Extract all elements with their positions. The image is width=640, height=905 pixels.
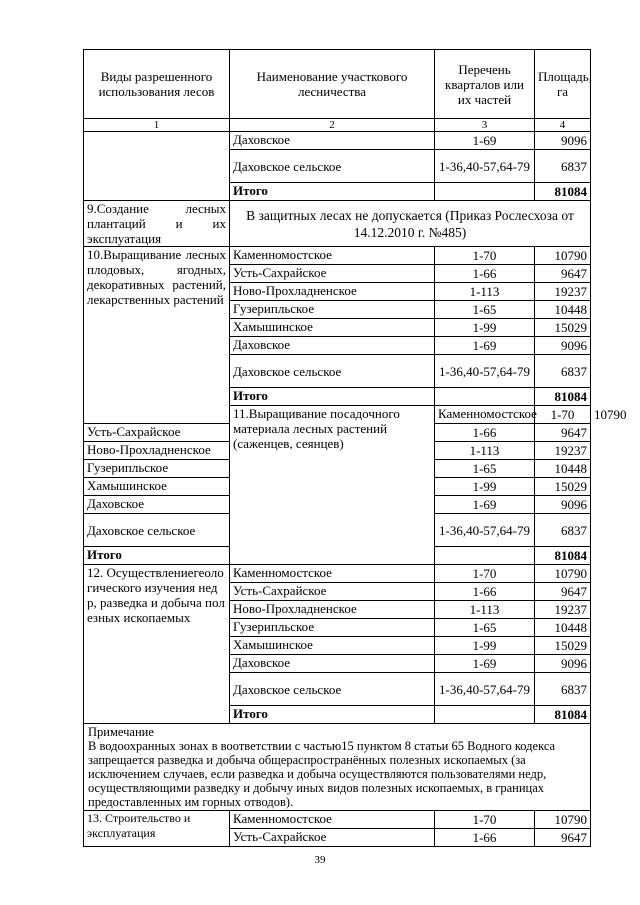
forestry-name: Усть-Сахрайское <box>84 424 230 442</box>
area-cell: 15029 <box>535 478 591 496</box>
forestry-name: Каменномостское <box>435 406 535 424</box>
forestry-name: Каменномостское <box>230 247 435 265</box>
forestry-name: Каменномостское <box>230 811 435 829</box>
total-area: 81084 <box>535 706 591 724</box>
total-label: Итого <box>84 547 230 565</box>
area-cell: 10790 <box>535 247 591 265</box>
total-area: 81084 <box>535 547 591 565</box>
use-type-cell: 10.Выращивание лесных плодовых, ягодных, декоративных растений, лекарственных растений <box>84 247 230 424</box>
forestry-name: Ново-Прохладненское <box>230 283 435 301</box>
forestry-name: Ново-Прохладненское <box>230 601 435 619</box>
total-label: Итого <box>230 706 435 724</box>
forestry-name: Даховское сельское <box>230 673 435 706</box>
forestry-name: Хамышинское <box>230 637 435 655</box>
column-number-row <box>84 119 591 132</box>
quarters-cell: 1-66 <box>435 829 535 847</box>
area-cell: 9096 <box>535 496 591 514</box>
page-number: 39 <box>314 854 326 866</box>
total-area: 81084 <box>535 388 591 406</box>
column-number: 1 <box>84 119 230 132</box>
quarters-cell <box>435 183 535 201</box>
quarters-cell <box>435 547 535 565</box>
area-cell: 9647 <box>535 583 591 601</box>
quarters-cell: 1-99 <box>435 478 535 496</box>
area-cell: 9096 <box>535 132 591 150</box>
forestry-name: Даховское сельское <box>230 150 435 183</box>
forestry-name: Гузерипльское <box>84 460 230 478</box>
quarters-cell: 1-99 <box>435 637 535 655</box>
quarters-cell: 1-66 <box>435 583 535 601</box>
forestry-name: Каменномостское <box>230 565 435 583</box>
table-row <box>84 247 591 265</box>
quarters-cell: 1-70 <box>435 565 535 583</box>
area-cell: 10790 <box>535 811 591 829</box>
area-cell: 19237 <box>535 442 591 460</box>
quarters-cell: 1-113 <box>435 601 535 619</box>
quarters-cell: 1-99 <box>435 319 535 337</box>
total-label: Итого <box>230 183 435 201</box>
area-cell: 10448 <box>535 301 591 319</box>
note-cell <box>84 724 591 811</box>
column-number: 2 <box>230 119 435 132</box>
area-cell: 19237 <box>535 283 591 301</box>
area-cell: 6837 <box>535 150 591 183</box>
area-cell: 10790 <box>535 565 591 583</box>
quarters-cell: 1-36,40-57,64-79 <box>435 150 535 183</box>
column-number: 3 <box>435 119 535 132</box>
area-cell: 19237 <box>535 601 591 619</box>
quarters-cell <box>435 706 535 724</box>
area-cell: 9647 <box>535 265 591 283</box>
restriction-note: В защитных лесах не допускается (Приказ Рослесхоза от 14.12.2010 г. №485) <box>230 201 591 247</box>
note-row <box>84 724 591 811</box>
forestry-name: Гузерипльское <box>230 619 435 637</box>
quarters-cell: 1-65 <box>435 460 535 478</box>
quarters-cell: 1-70 <box>435 811 535 829</box>
use-type-cell: 13. Строительство и эксплуатация <box>84 811 230 847</box>
total-label: Итого <box>230 388 435 406</box>
header-row <box>84 50 591 119</box>
quarters-cell: 1-65 <box>435 619 535 637</box>
header-use-type: Виды разрешенного использования лесов <box>84 50 230 119</box>
table-row: 11.Выращивание посадочного материала лесных растений (саженцев, сеянцев) Каменномостское 1-70 10790 <box>84 406 591 424</box>
quarters-cell: 1-70 <box>535 406 591 424</box>
forestry-name: Усть-Сахрайское <box>230 265 435 283</box>
forestry-name: Хамышинское <box>230 319 435 337</box>
quarters-cell: 1-66 <box>435 265 535 283</box>
use-type-cell: 9.Создание лесных плантаций и их эксплуатация <box>84 201 230 247</box>
quarters-cell: 1-69 <box>435 655 535 673</box>
forestry-name: Даховское сельское <box>84 514 230 547</box>
forestry-name: Хамышинское <box>84 478 230 496</box>
table-row <box>84 565 591 583</box>
area-cell: 10448 <box>535 619 591 637</box>
area-cell: 15029 <box>535 319 591 337</box>
forestry-name: Даховское <box>230 132 435 150</box>
area-cell: 10448 <box>535 460 591 478</box>
area-cell: 15029 <box>535 637 591 655</box>
header-area: Площадь, га <box>535 50 591 119</box>
quarters-cell: 1-113 <box>435 283 535 301</box>
forestry-name: Усть-Сахрайское <box>230 829 435 847</box>
table-row <box>84 201 591 247</box>
quarters-cell: 1-36,40-57,64-79 <box>435 673 535 706</box>
area-cell: 6837 <box>535 355 591 388</box>
area-cell: 9096 <box>535 655 591 673</box>
note-title: Примечание <box>88 725 154 739</box>
forestry-name: Усть-Сахрайское <box>230 583 435 601</box>
area-cell: 9647 <box>535 829 591 847</box>
total-area: 81084 <box>535 183 591 201</box>
forestry-name: Даховское <box>230 337 435 355</box>
area-cell: 9647 <box>535 424 591 442</box>
quarters-cell: 1-69 <box>435 496 535 514</box>
use-type-cell: 11.Выращивание посадочного материала лесных растений (саженцев, сеянцев) <box>230 406 435 565</box>
header-quarters: Перечень кварталов или их частей <box>435 50 535 119</box>
area-cell: 9096 <box>535 337 591 355</box>
quarters-cell: 1-113 <box>435 442 535 460</box>
quarters-cell <box>435 388 535 406</box>
quarters-cell: 1-69 <box>435 132 535 150</box>
forestry-name: Ново-Прохладненское <box>84 442 230 460</box>
table-row <box>84 811 591 829</box>
area-cell: 6837 <box>535 514 591 547</box>
use-type-cell <box>84 132 230 201</box>
area-cell: 6837 <box>535 673 591 706</box>
header-forestry-name: Наименование участкового лесничества <box>230 50 435 119</box>
quarters-cell: 1-36,40-57,64-79 <box>435 355 535 388</box>
quarters-cell: 1-70 <box>435 247 535 265</box>
forest-use-table <box>83 49 627 847</box>
forestry-name: Гузерипльское <box>230 301 435 319</box>
quarters-cell: 1-69 <box>435 337 535 355</box>
quarters-cell: 1-65 <box>435 301 535 319</box>
quarters-cell: 1-66 <box>435 424 535 442</box>
forestry-name: Даховское сельское <box>230 355 435 388</box>
table-row <box>84 132 591 150</box>
column-number: 4 <box>535 119 591 132</box>
use-type-cell: 12. Осуществлениегеологического изучения недр, разведка и добыча полезных ископаемых <box>84 565 230 724</box>
note-text: В водоохранных зонах в воответствии с частью15 пунктом 8 статьи 65 Водного кодекса запрещается разведка и добыча общераспространённых полезных ископаемых (за исключением случаев, если разведка и добыча осуществляются пользователями недр, осуществляющими разведку и добычу иных видов полезных ископаемых, в границах предоставленных им горных отводов). <box>88 739 556 809</box>
forestry-name: Даховское <box>84 496 230 514</box>
forestry-name: Даховское <box>230 655 435 673</box>
quarters-cell: 1-36,40-57,64-79 <box>435 514 535 547</box>
